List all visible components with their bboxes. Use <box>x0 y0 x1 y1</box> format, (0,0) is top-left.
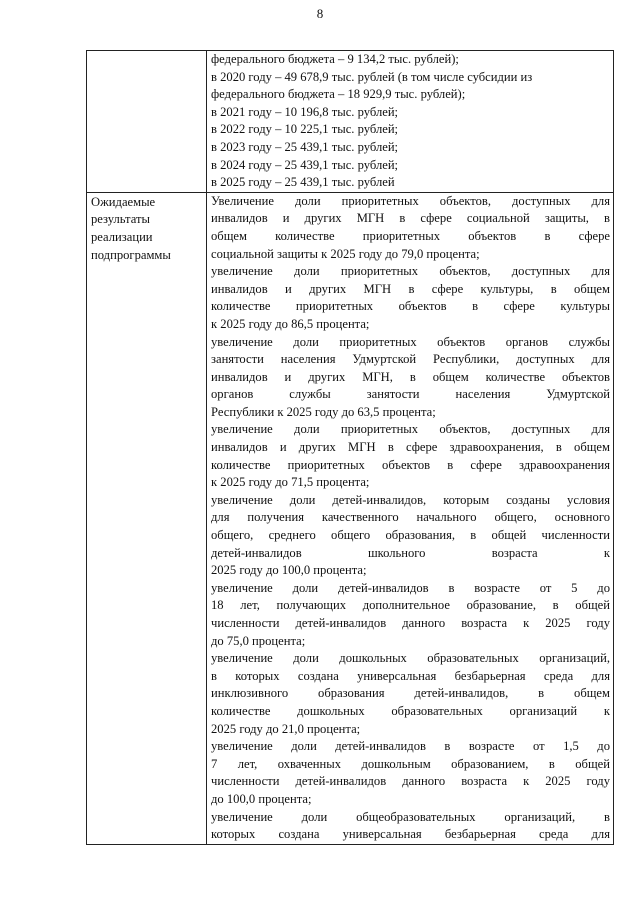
result-line: к 2025 году до 86,5 процента; <box>211 316 370 331</box>
funding-line: федерального бюджета – 9 134,2 тыс. рублей); <box>211 52 459 66</box>
result-line: Увеличение доли приоритетных объектов, доступных для <box>211 193 610 208</box>
result-line: количестве приоритетных объектов в сфере здравоохранения <box>211 457 610 472</box>
results-label-line: реализации <box>91 229 153 244</box>
result-line: увеличение доли детей-инвалидов в возрасте от 1,5 до <box>211 739 610 754</box>
result-line: которых создана универсальная безбарьерная среда для <box>211 827 610 842</box>
result-line: до 100,0 процента; <box>211 791 312 806</box>
result-line: к 2025 году до 71,5 процента; <box>211 475 370 490</box>
funding-label-cell <box>87 51 207 193</box>
result-line: количестве приоритетных объектов в сфере культуры <box>211 299 610 314</box>
funding-text <box>207 51 613 192</box>
funding-line: в 2023 году – 25 439,1 тыс. рублей; <box>211 139 399 154</box>
funding-line: в 2024 году – 25 439,1 тыс. рублей; <box>211 157 399 172</box>
result-line: 7 лет, охваченных дошкольным образованием, в общей <box>211 756 610 771</box>
funding-line: в 2025 году – 25 439,1 тыс. рублей <box>211 175 395 190</box>
results-text-cell <box>207 192 614 844</box>
result-line: увеличение доли дошкольных образовательных организаций, <box>211 651 610 666</box>
result-line: социальной защиты к 2025 году до 79,0 процента; <box>211 246 480 261</box>
result-line: инвалидов и других МГН в сфере здравоохранения, в общем <box>211 440 610 455</box>
results-label-cell <box>87 192 207 844</box>
result-line: 2025 году до 100,0 процента; <box>211 563 367 578</box>
result-line: увеличение доли приоритетных объектов, доступных для <box>211 422 610 437</box>
result-line: инклюзивного образования детей-инвалидов, в общем <box>211 686 610 701</box>
result-line: детей-инвалидов школьного возраста к <box>211 545 610 560</box>
subprogram-passport-table <box>86 50 614 845</box>
result-line: количестве дошкольных образовательных организаций к <box>211 703 610 718</box>
results-label-line: Ожидаемые <box>91 194 156 209</box>
results-text <box>207 193 613 844</box>
result-line: занятости населения Удмуртской Республики, доступных для <box>211 352 610 367</box>
result-line: инвалидов и других МГН, в общем количестве объектов <box>211 369 610 384</box>
result-line: увеличение доли детей-инвалидов в возрасте от 5 до <box>211 580 610 595</box>
results-label <box>87 193 206 264</box>
result-line: общего, среднего общего образования, в общей численности <box>211 528 610 543</box>
result-line: в которых создана универсальная безбарьерная среда для <box>211 668 610 683</box>
results-row <box>87 192 614 844</box>
result-line: численности детей-инвалидов данного возраста к 2025 году <box>211 616 610 630</box>
results-label-line: подпрограммы <box>91 247 171 262</box>
result-line: увеличение доли приоритетных объектов органов службы <box>211 334 610 349</box>
result-line: численности детей-инвалидов данного возраста к 2025 году <box>211 774 610 789</box>
result-line: 2025 году до 21,0 процента; <box>211 721 361 736</box>
result-line: для получения качественного начального общего, основного <box>211 510 610 525</box>
funding-line: в 2020 году – 49 678,9 тыс. рублей (в том числе субсидии из <box>211 69 533 84</box>
result-line: инвалидов и других МГН в сфере социальной защиты, в <box>211 211 610 226</box>
funding-line: в 2021 году – 10 196,8 тыс. рублей; <box>211 104 399 119</box>
result-line: увеличение доли детей-инвалидов, которым созданы условия <box>211 492 610 507</box>
results-label-line: результаты <box>91 212 150 227</box>
result-line: общем количестве приоритетных объектов в сфере <box>211 228 610 243</box>
result-line: Республики к 2025 году до 63,5 процента; <box>211 404 436 419</box>
result-line: инвалидов и других МГН в сфере культуры, в общем <box>211 281 610 296</box>
result-line: увеличение доли приоритетных объектов, доступных для <box>211 264 610 279</box>
funding-row <box>87 51 614 193</box>
page-number: 8 <box>316 6 324 21</box>
funding-text-cell <box>207 51 614 193</box>
result-line: органов службы занятости населения Удмуртской <box>211 387 610 402</box>
result-line: 18 лет, получающих дополнительное образование, в общей <box>211 598 610 613</box>
funding-line: в 2022 году – 10 225,1 тыс. рублей; <box>211 122 399 137</box>
funding-line: федерального бюджета – 18 929,9 тыс. рублей); <box>211 87 466 102</box>
result-line: до 75,0 процента; <box>211 633 306 648</box>
result-line: увеличение доли общеобразовательных организаций, в <box>211 809 610 824</box>
